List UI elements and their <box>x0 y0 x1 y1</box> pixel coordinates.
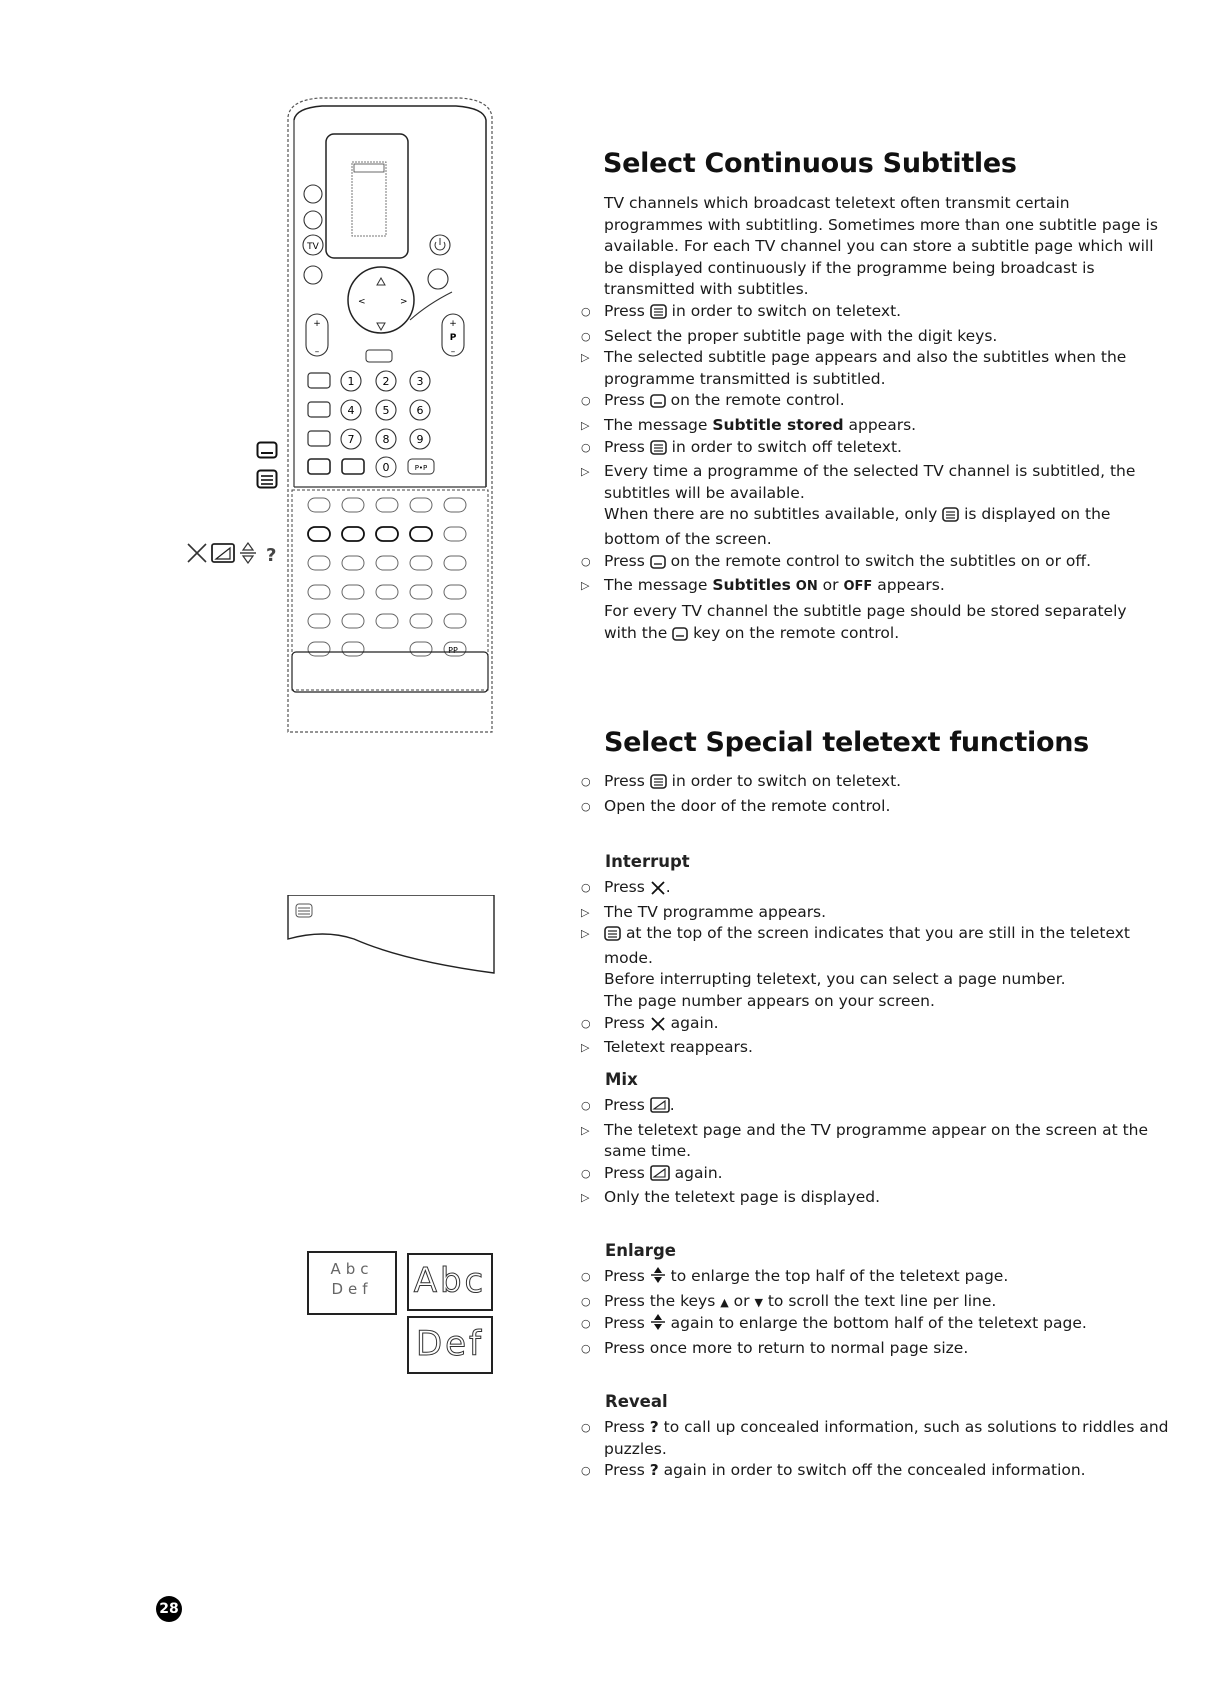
remote-control-illustration <box>280 92 500 742</box>
list-item: ▷ The teletext page and the TV programme appear on the screen at the same time. <box>581 1120 1149 1161</box>
intro-paragraph: TV channels which broadcast teletext often transmit certain programmes with subtitling. Sometimes more than one subtitle page is available. For each TV channel you can store a subtitle page which will be displayed continuously if the programme being broadcast is transmitted with subtitles. <box>604 194 1158 298</box>
teletext-function-key <box>342 556 364 570</box>
list-item <box>579 415 1169 437</box>
teletext-key-icon <box>256 469 278 493</box>
mix-icon <box>650 1165 670 1188</box>
teletext-function-key <box>410 498 432 512</box>
message-text: Subtitles <box>712 576 791 595</box>
teletext-function-key <box>308 556 330 570</box>
number-pad <box>308 371 434 477</box>
step-text: on the remote control to switch the subtitles on or off. <box>670 551 1092 570</box>
list-item: ○ Press . <box>579 877 1169 902</box>
enlarge-bottom-half: Def <box>407 1316 493 1374</box>
reveal-steps <box>579 1417 1169 1482</box>
message-on: ON <box>795 579 818 595</box>
teletext-icon <box>650 440 667 462</box>
svg-text:>: > <box>400 297 408 307</box>
swap-key-label: P•P <box>414 464 428 472</box>
digit-label: 5 <box>382 404 390 417</box>
reveal-icon: ? <box>649 1461 659 1480</box>
step-text: Press <box>604 437 645 456</box>
list-item <box>579 301 1169 326</box>
subtitle-key <box>308 459 330 474</box>
step-text: The message <box>604 415 708 434</box>
special-function-icons <box>186 540 286 570</box>
enlarge-icon <box>650 1313 666 1338</box>
digit-label: 6 <box>416 404 424 417</box>
subsection-title-mix: Mix <box>605 1070 638 1089</box>
remote-function-key <box>308 373 330 388</box>
digit-label: 2 <box>382 375 390 388</box>
list-item <box>579 551 1169 576</box>
step-text: is displayed on the bottom of the screen. <box>604 505 1111 548</box>
digit-label: 7 <box>347 433 355 446</box>
list-item: ○ Press again. <box>579 1163 1169 1188</box>
list-item: ○ Press again to enlarge the bottom half of the teletext page. <box>579 1313 1169 1338</box>
svg-text:?: ? <box>266 545 277 566</box>
special-intro-steps <box>579 771 1169 817</box>
step-text: The message <box>604 576 708 595</box>
teletext-function-key <box>308 527 330 541</box>
section-title-continuous-subtitles: Select Continuous Subtitles <box>603 148 1017 179</box>
list-item: ○ Press . <box>579 1095 1169 1120</box>
list-item <box>579 347 1169 390</box>
step-text: or <box>822 576 839 595</box>
step-text: When there are no subtitles available, only <box>604 505 938 524</box>
list-item: ○ Press ? again in order to switch off the concealed information. <box>581 1461 1086 1480</box>
step-text: appears. <box>848 415 917 434</box>
svg-text:+: + <box>449 319 457 329</box>
step-text: The selected subtitle page appears and also the subtitles when the programme transmitted is subtitled. <box>604 348 1127 388</box>
list-item <box>579 504 1169 550</box>
digit-label: 9 <box>416 433 424 446</box>
step-text: in order to switch on teletext. <box>671 302 902 320</box>
teletext-icon <box>604 926 621 948</box>
list-item: ○ Press the keys ▲ or ▼ to scroll the text line per line. <box>581 1291 997 1310</box>
step-marker: ○ <box>581 329 591 343</box>
step-text: appears. <box>877 576 945 595</box>
teletext-function-key <box>444 614 466 628</box>
svg-text:+: + <box>313 319 321 329</box>
svg-text:<: < <box>358 297 366 307</box>
teletext-function-key <box>410 614 432 628</box>
result-marker: ▷ <box>581 351 590 365</box>
subsection-title-enlarge: Enlarge <box>605 1241 676 1260</box>
subtitle-icon <box>650 393 666 415</box>
teletext-function-key <box>376 556 398 570</box>
step-text: Select the proper subtitle page with the digit keys. <box>604 326 998 345</box>
cancel-x-icon <box>650 880 666 902</box>
teletext-function-key <box>342 614 364 628</box>
result-marker: ▷ <box>581 579 590 593</box>
step-text: on the remote control. <box>670 391 845 410</box>
result-marker: ▷ <box>581 418 590 432</box>
cancel-x-icon <box>650 1016 666 1038</box>
step-marker: ○ <box>581 394 591 408</box>
teletext-function-key <box>308 498 330 512</box>
list-item: ○ Press again. <box>579 1013 1169 1038</box>
list-item: ▷ Only the teletext page is displayed. <box>581 1188 881 1207</box>
step-text: in order to switch off teletext. <box>671 437 902 456</box>
list-item <box>579 390 1169 415</box>
teletext-function-key <box>308 642 330 656</box>
list-item <box>579 326 1169 348</box>
step-text: Press <box>604 391 645 410</box>
enlarge-icon <box>240 543 256 563</box>
teletext-function-key <box>308 614 330 628</box>
teletext-function-key <box>376 614 398 628</box>
list-item: ○ Press ? to call up concealed information, such as solutions to riddles and puzzles. <box>581 1418 1169 1458</box>
rect-key <box>342 459 364 474</box>
teletext-function-key <box>444 527 466 541</box>
list-item: ○ Press once more to return to normal page size. <box>581 1338 969 1357</box>
teletext-function-key <box>342 585 364 599</box>
teletext-function-key <box>308 585 330 599</box>
teletext-function-key <box>410 556 432 570</box>
list-item: ○ Press to enlarge the top half of the teletext page. <box>579 1266 1169 1291</box>
subsection-title-reveal: Reveal <box>605 1392 668 1411</box>
enlarge-normal-page: Abc Def <box>307 1251 397 1315</box>
tv-button-label: TV <box>307 242 319 252</box>
message-text: Subtitle stored <box>712 415 844 434</box>
message-off: OFF <box>843 579 873 595</box>
mix-icon <box>650 1097 670 1120</box>
list-item: ○ Press in order to switch on teletext. <box>579 771 1169 796</box>
teletext-function-key <box>410 527 432 541</box>
list-item: ▷ The TV programme appears. <box>581 902 827 921</box>
result-marker: ▷ <box>581 465 590 479</box>
step-text: Every time a programme of the selected TV channel is subtitled, the subtitles will be available. <box>604 462 1136 502</box>
digit-label: 8 <box>382 433 390 446</box>
step-text: Press <box>604 302 645 320</box>
list-item: ○ Open the door of the remote control. <box>581 796 891 815</box>
list-item <box>579 575 1169 598</box>
teletext-function-key <box>376 527 398 541</box>
reveal-icon <box>266 545 276 566</box>
enlarge-steps <box>579 1266 1169 1359</box>
pp-key-label: PP <box>448 646 458 655</box>
step-marker: ○ <box>581 554 591 568</box>
step-text: Press <box>604 551 645 570</box>
section-title-special-teletext: Select Special teletext functions <box>604 727 1089 758</box>
step-marker: ○ <box>581 440 591 454</box>
teletext-function-key <box>444 585 466 599</box>
teletext-function-key <box>444 556 466 570</box>
remote-button-1 <box>304 185 322 203</box>
svg-text:P: P <box>449 333 457 343</box>
continuous-steps-list <box>579 301 1169 598</box>
teletext-icon <box>296 904 312 917</box>
store-note: For every TV channel the subtitle page should be stored separately with the key on the remote control. <box>604 601 1164 647</box>
arrow-up-icon: ▲ <box>720 1295 729 1309</box>
teletext-function-key <box>342 642 364 656</box>
list-item: ▷ at the top of the screen indicates that you are still in the teletext mode. Before interrupting teletext, you can select a page number. The page number appears on your screen. <box>581 924 1130 1010</box>
list-item <box>579 437 1169 462</box>
reveal-icon: ? <box>649 1418 659 1436</box>
subtitle-key-icon <box>256 441 278 463</box>
teletext-function-key <box>410 585 432 599</box>
teletext-icon <box>650 304 667 326</box>
page-number-badge: 28 <box>156 1596 182 1622</box>
enlarge-top-half: Abc <box>407 1253 493 1311</box>
teletext-function-key <box>342 498 364 512</box>
teletext-function-key <box>444 498 466 512</box>
cancel-x-icon <box>188 544 206 562</box>
remote-function-key <box>308 402 330 417</box>
interrupt-steps <box>579 877 1169 1059</box>
arrow-down-icon: ▼ <box>754 1295 763 1309</box>
digit-label: 1 <box>347 375 355 388</box>
teletext-function-key <box>376 585 398 599</box>
digit-label: 3 <box>416 375 424 388</box>
subtitle-icon <box>672 626 688 648</box>
step-marker: ○ <box>581 305 591 318</box>
mix-steps <box>579 1095 1169 1209</box>
remote-function-key <box>308 431 330 446</box>
digit-label: 0 <box>382 461 390 474</box>
digit-label: 4 <box>347 404 355 417</box>
list-item: ▷ Teletext reappears. <box>581 1038 753 1057</box>
enlarge-icon <box>650 1266 666 1291</box>
svg-text:–: – <box>450 347 456 357</box>
teletext-function-key <box>376 498 398 512</box>
interrupt-screen-illustration <box>284 895 504 979</box>
mix-icon <box>212 544 234 562</box>
list-item <box>579 461 1169 504</box>
subsection-title-interrupt: Interrupt <box>605 852 690 871</box>
teletext-icon <box>942 507 959 529</box>
remote-control-drawing <box>280 92 500 742</box>
teletext-function-key <box>410 642 432 656</box>
svg-text:–: – <box>314 347 320 357</box>
teletext-function-key <box>342 527 364 541</box>
teletext-icon <box>650 774 667 796</box>
subtitle-icon <box>650 554 666 576</box>
